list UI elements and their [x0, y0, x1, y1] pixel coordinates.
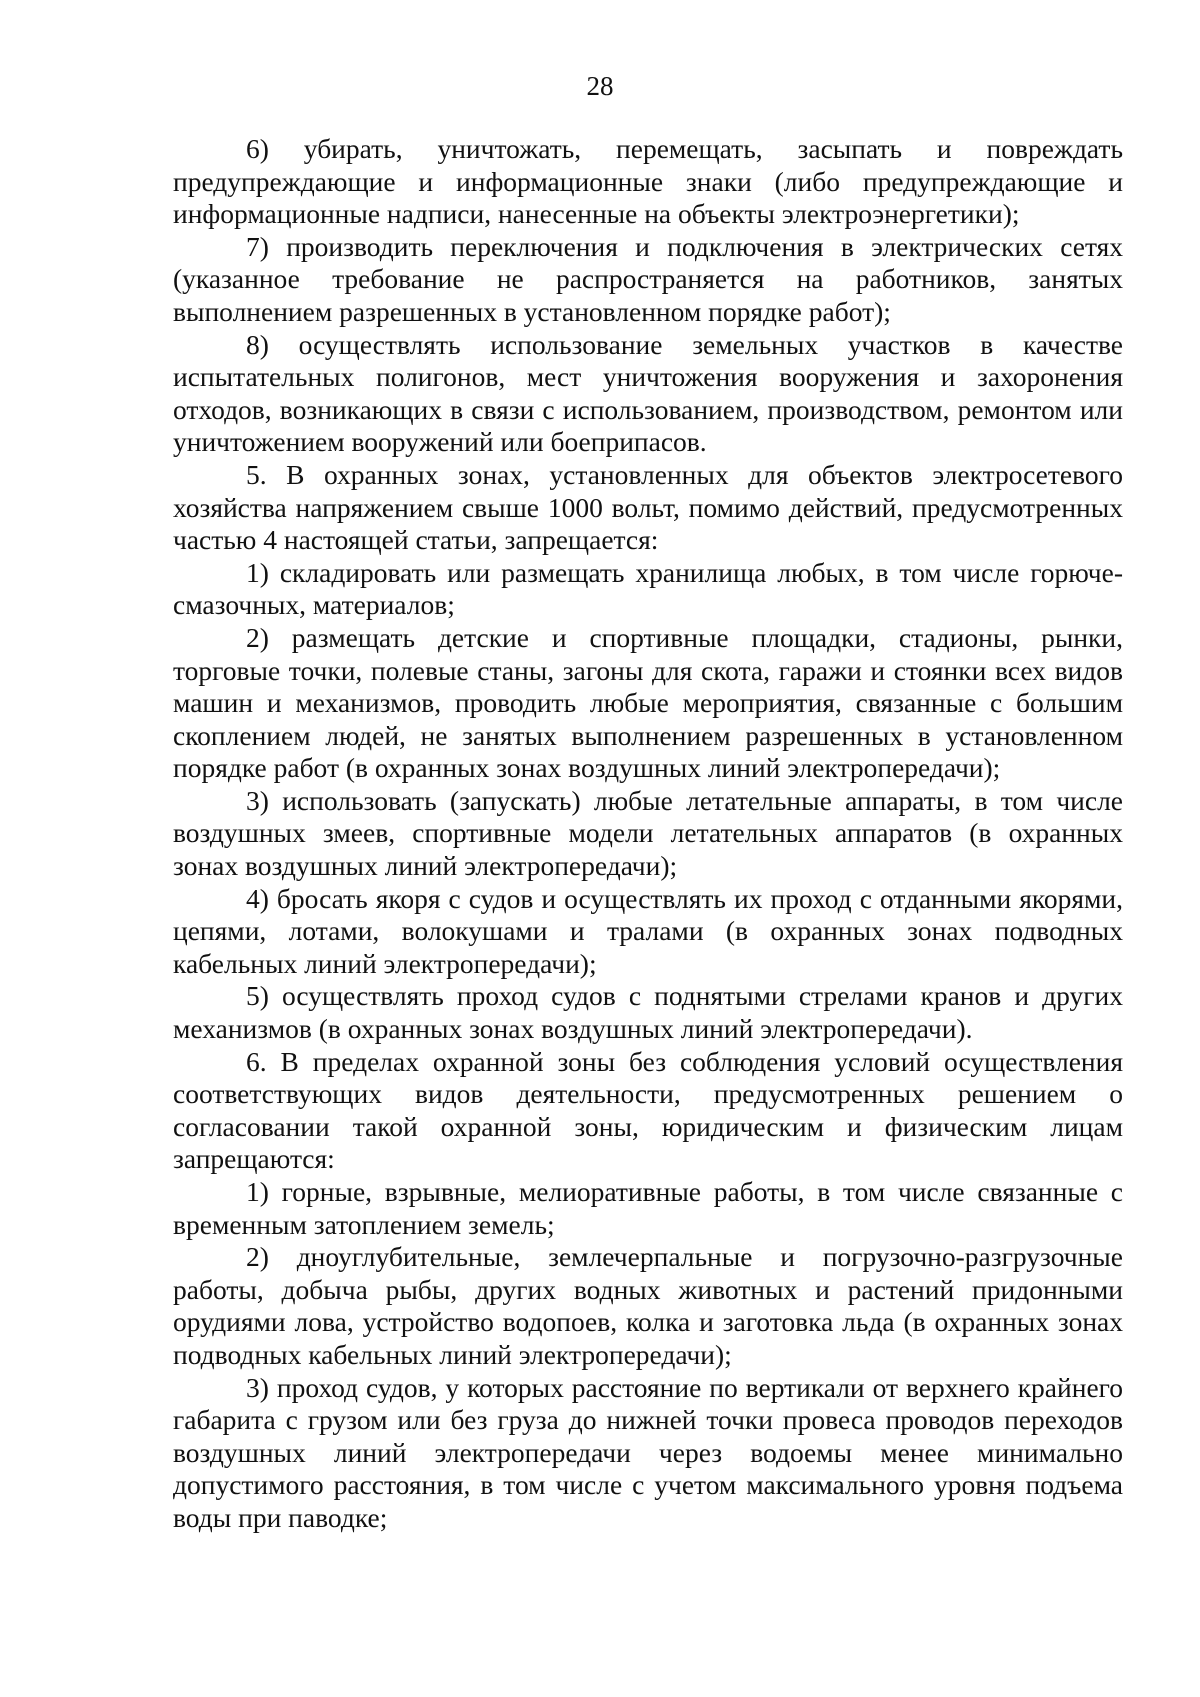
page-number: 28 [586, 71, 614, 101]
paragraph-section-5: 5. В охранных зонах, установленных для объектов электросетевого хозяйства напряжением свыше 1000 вольт, помимо действий, предусмотренных частью 4 настоящей статьи, запрещается: [173, 458, 1123, 556]
paragraph-section-5-item-1: 1) складировать или размещать хранилища любых, в том числе горюче-смазочных, материалов; [173, 556, 1123, 621]
paragraph-section-6-item-3: 3) проход судов, у которых расстояние по вертикали от верхнего крайнего габарита с грузом или без груза до нижней точки провеса проводов переходов воздушных линий электропередачи через водоемы менее минимально допустимого расстояния, в том числе с учетом максимального уровня подъема воды при паводке; [173, 1371, 1123, 1533]
paragraph-section-5-item-5: 5) осуществлять проход судов с поднятыми стрелами кранов и других механизмов (в охранных зонах воздушных линий электропередачи). [173, 980, 1123, 1045]
paragraph-section-6: 6. В пределах охранной зоны без соблюдения условий осуществления соответствующих видов деятельности, предусмотренных решением о согласовании такой охранной зоны, юридическим и физическим лицам запрещаются: [173, 1045, 1123, 1175]
paragraph-item-6-signs: 6) убирать, уничтожать, перемещать, засыпать и повреждать предупреждающие и информационные знаки (либо предупреждающие и информационные надписи, нанесенные на объекты электроэнергетики); [173, 133, 1123, 230]
paragraph-section-6-item-1: 1) горные, взрывные, мелиоративные работы, в том числе связанные с временным затоплением земель; [173, 1176, 1123, 1240]
paragraph-item-7-switching: 7) производить переключения и подключения в электрических сетях (указанное требование не распространяется на работников, занятых выполнением разрешенных в установленном порядке работ); [173, 230, 1123, 327]
paragraph-section-5-item-3: 3) использовать (запускать) любые летательные аппараты, в том числе воздушных змеев, спортивные модели летательных аппаратов (в охранных зонах воздушных линий электропередачи); [173, 784, 1123, 882]
document-body [173, 133, 1123, 1535]
paragraph-section-5-item-4: 4) бросать якоря с судов и осуществлять их проход с отданными якорями, цепями, лотами, волокушами и тралами (в охранных зонах подводных кабельных линий электропередачи); [173, 882, 1123, 979]
paragraph-section-6-item-2: 2) дноуглубительные, землечерпальные и погрузочно-разгрузочные работы, добыча рыбы, других водных животных и растений придонными орудиями лова, устройство водопоев, колка и заготовка льда (в охранных зонах подводных кабельных линий электропередачи); [173, 1241, 1123, 1370]
paragraph-item-8-land-use: 8) осуществлять использование земельных участков в качестве испытательных полигонов, мест уничтожения вооружения и захоронения отходов, возникающих в связи с использованием, производством, ремонтом или уничтожением вооружений или боеприпасов. [173, 328, 1123, 458]
paragraph-section-5-item-2: 2) размещать детские и спортивные площадки, стадионы, рынки, торговые точки, полевые станы, загоны для скота, гаражи и стоянки всех видов машин и механизмов, проводить любые мероприятия, связанные с большим скоплением людей, не занятых выполнением разрешенных в установленном порядке работ (в охранных зонах воздушных линий электропередачи); [173, 621, 1123, 784]
